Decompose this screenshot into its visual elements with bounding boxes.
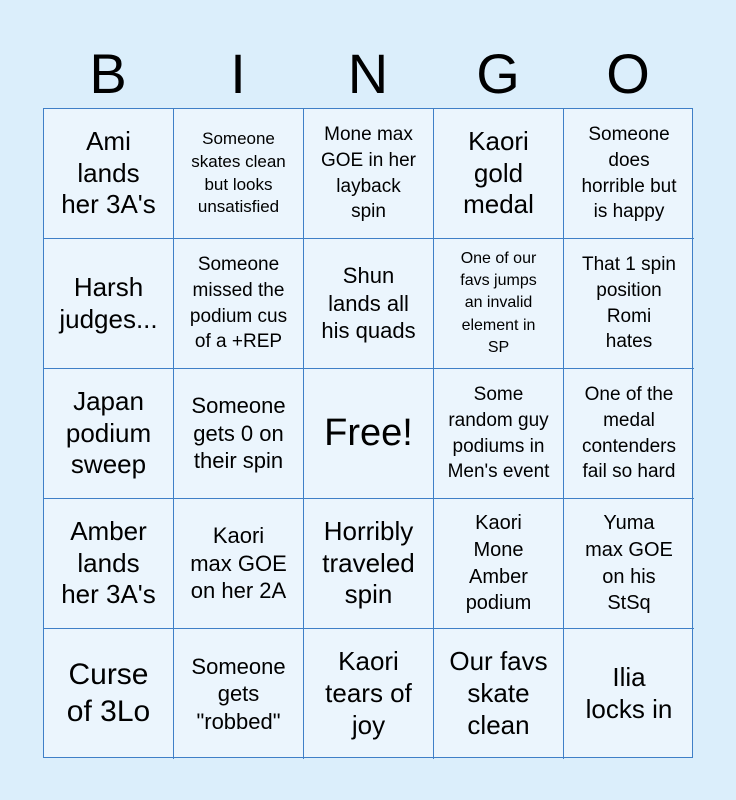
header-letter-g: G [476,42,520,105]
bingo-cell-r4c2[interactable]: Kaori max GOE on her 2A [174,499,304,629]
bingo-cell-r4c1[interactable]: Amber lands her 3A's [44,499,174,629]
bingo-cell-r1c1[interactable]: Ami lands her 3A's [44,109,174,239]
header-letter-i: I [230,42,246,105]
bingo-cell-r5c2[interactable]: Someone gets "robbed" [174,629,304,759]
bingo-cell-r4c4[interactable]: Kaori Mone Amber podium [434,499,564,629]
bingo-cell-r5c1[interactable]: Curse of 3Lo [44,629,174,759]
bingo-cell-r3c5[interactable]: One of the medal contenders fail so hard [564,369,694,499]
bingo-cell-r4c5[interactable]: Yuma max GOE on his StSq [564,499,694,629]
bingo-cell-r2c5[interactable]: That 1 spin position Romi hates [564,239,694,369]
bingo-cell-r2c4[interactable]: One of our favs jumps an invalid element in SP [434,239,564,369]
header-letter-b: B [89,42,127,105]
bingo-cell-r5c3[interactable]: Kaori tears of joy [304,629,434,759]
bingo-cell-r3c1[interactable]: Japan podium sweep [44,369,174,499]
bingo-cell-r1c4[interactable]: Kaori gold medal [434,109,564,239]
bingo-cell-r2c1[interactable]: Harsh judges... [44,239,174,369]
bingo-cell-r3c2[interactable]: Someone gets 0 on their spin [174,369,304,499]
free-space-cell[interactable]: Free! [304,369,434,499]
bingo-header [43,40,693,108]
bingo-cell-r1c3[interactable]: Mone max GOE in her layback spin [304,109,434,239]
bingo-cell-r1c2[interactable]: Someone skates clean but looks unsatisfied [174,109,304,239]
bingo-cell-r5c4[interactable]: Our favs skate clean [434,629,564,759]
bingo-board [43,108,693,758]
bingo-cell-r4c3[interactable]: Horribly traveled spin [304,499,434,629]
header-letter-o: O [606,42,650,105]
bingo-cell-r3c4[interactable]: Some random guy podiums in Men's event [434,369,564,499]
bingo-cell-r2c3[interactable]: Shun lands all his quads [304,239,434,369]
header-letter-n: N [347,42,389,105]
bingo-cell-r1c5[interactable]: Someone does horrible but is happy [564,109,694,239]
bingo-cell-r2c2[interactable]: Someone missed the podium cus of a +REP [174,239,304,369]
bingo-cell-r5c5[interactable]: Ilia locks in [585,662,673,724]
